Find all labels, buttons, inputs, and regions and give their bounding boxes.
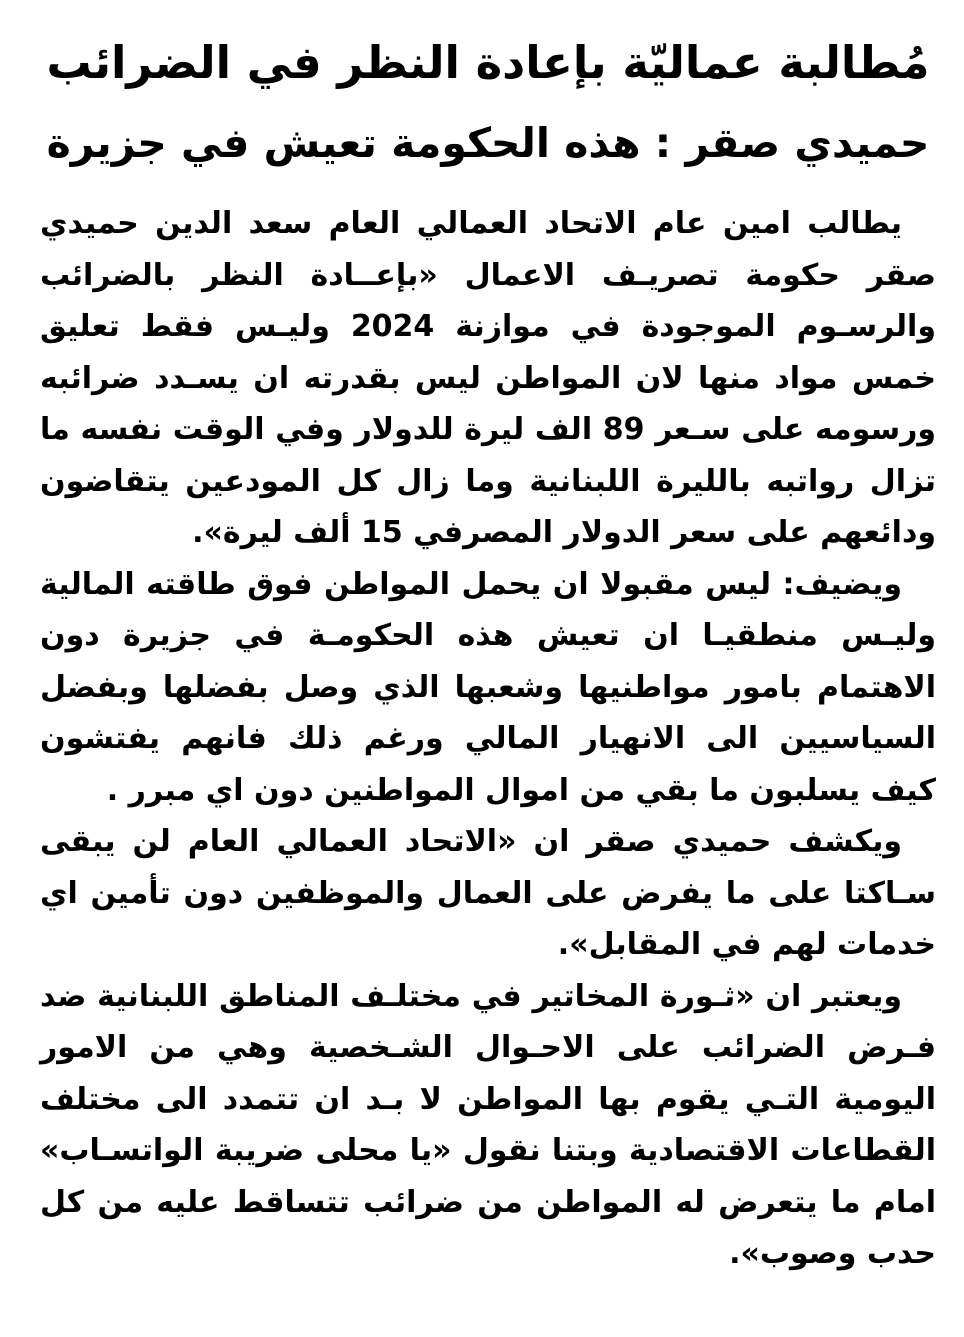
article-paragraph-3: ويكشف حميدي صقر ان «الاتحاد العمالي العام لن يبقى سـاكتا على ما يفرض على العمال والموظفين دون تأمين اي خدمات لهم في المقابل». bbox=[40, 824, 936, 962]
headline-line-1: مُطالبة عماليّة بإعادة النظر في الضرائب bbox=[46, 36, 930, 89]
news-article bbox=[40, 22, 936, 1317]
article-paragraph-1: يطالب امين عام الاتحاد العمالي العام سعد الدين حميدي صقر حكومة تصريـف الاعمال «بإعــادة النظر بالضرائب والرسـوم الموجودة في موازنة 2024 وليـس فقط تعليق خمس مواد منها لان المواطن ليس بقدرته ان يسـدد ضرائبه ورسومه على سـعر 89 الف ليرة للدولار وفي الوقت نفسه ما تزال رواتبه بالليرة اللبنانية وما زال كل المودعين يتقاضون ودائعهم على سعر الدولار المصرفي 15 ألف ليرة». bbox=[40, 206, 936, 550]
article-body bbox=[40, 198, 936, 1280]
headline-line-2: حميدي صقر : هذه الحكومة تعيش في جزيرة bbox=[46, 119, 930, 167]
article-paragraph-2: ويضيف: ليس مقبولا ان يحمل المواطن فوق طاقته المالية وليـس منطقيـا ان تعيش هذه الحكومـة في جزيرة دون الاهتمام بامور مواطنيها وشعبها الذي وصل بفضلها وبفضل السياسيين الى الانهيار المالي ورغم ذلك فانهم يفتشون كيف يسلبون ما بقي من اموال المواطنين دون اي مبرر . bbox=[40, 566, 936, 808]
article-paragraph-4: ويعتبر ان «ثـورة المخاتير في مختلـف المناطق اللبنانية ضد فـرض الضرائب على الاحـوال الشـخصية وهي من الامور اليومية التـي يقوم بها المواطن لا بـد ان تتمدد الى مختلف القطاعات الاقتصادية وبتنا نقول «يا محلى ضريبة الواتسـاب» امام ما يتعرض له المواطن من ضرائب تتساقط عليه من كل حدب وصوب». bbox=[40, 978, 936, 1271]
